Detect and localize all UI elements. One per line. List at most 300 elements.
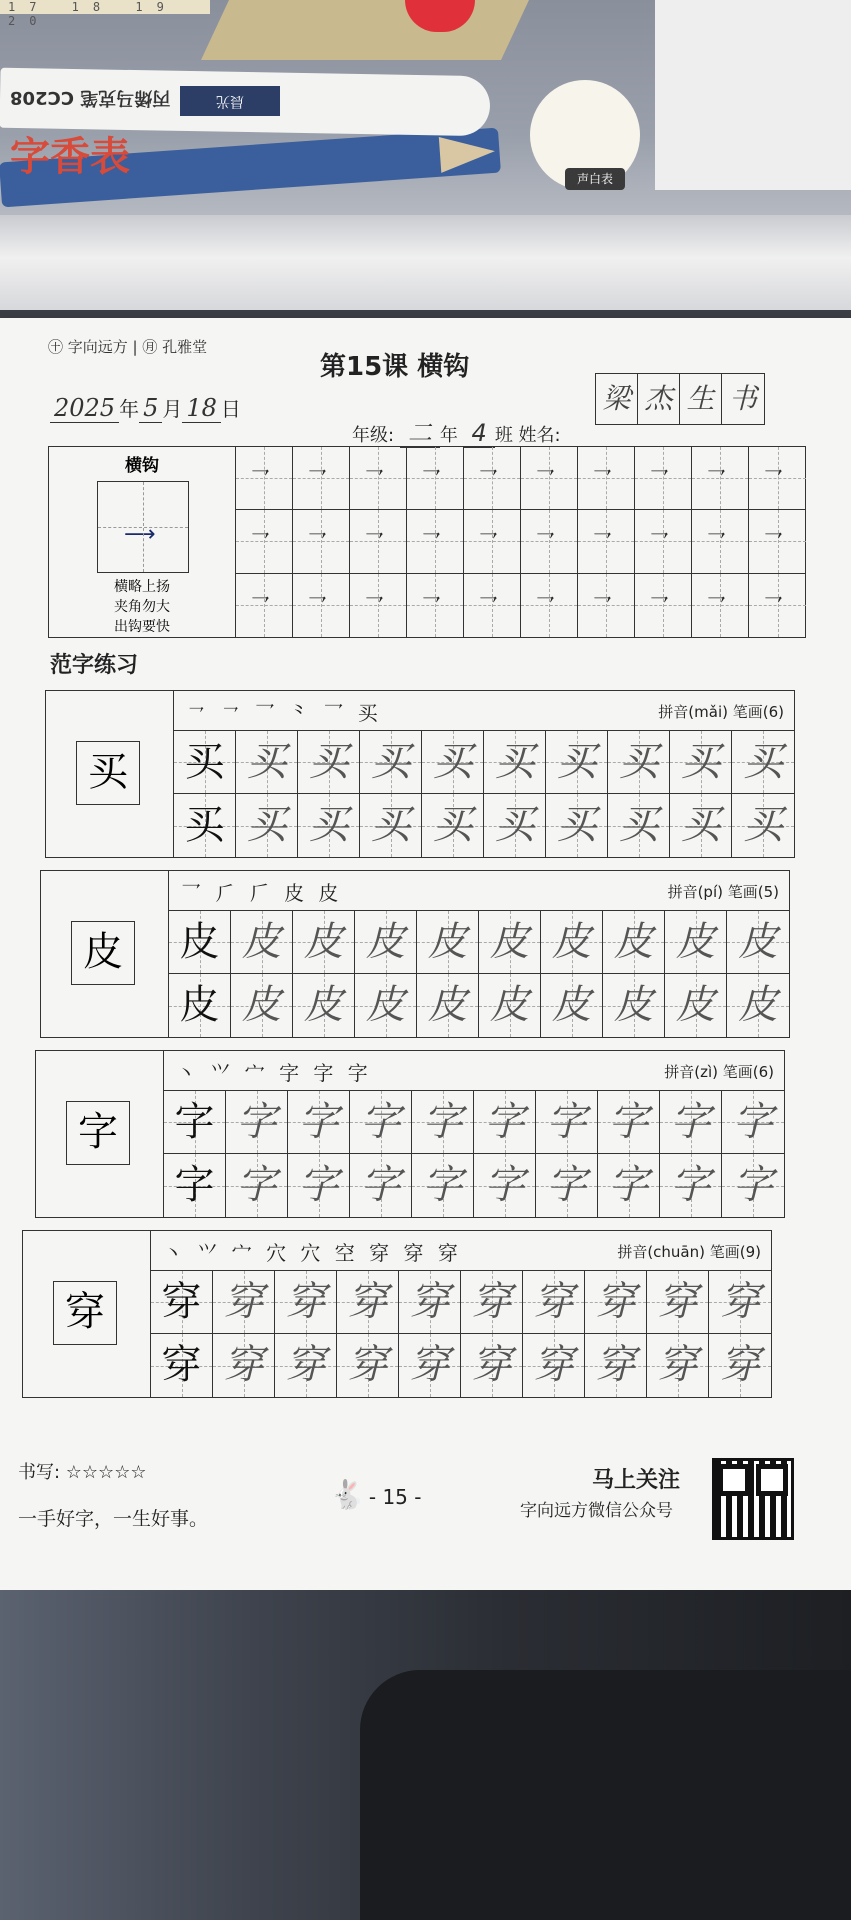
practice-cell (603, 974, 665, 1037)
practice-cell (660, 1154, 722, 1217)
marker-brand: 晨光 (180, 86, 280, 116)
stroke-glyph: ㇖ (362, 589, 386, 618)
stroke-cell (692, 447, 749, 510)
handwritten-glyph: 买 (556, 739, 597, 785)
stroke-order-row (169, 871, 789, 911)
handwritten-glyph: 穿 (223, 1342, 264, 1388)
handwritten-glyph: 穿 (595, 1279, 636, 1325)
practice-cell (484, 731, 546, 794)
practice-grid (151, 1271, 771, 1397)
desk-background (0, 0, 851, 225)
handwritten-glyph: 皮 (551, 919, 592, 965)
lesson-title: 第15课 横钩 (320, 352, 470, 382)
stroke-cell (635, 510, 692, 573)
stroke-glyph: ㇖ (476, 463, 500, 491)
practice-cell (598, 1154, 660, 1217)
stroke-cell (350, 510, 407, 573)
practice-cell (536, 1154, 598, 1217)
handwritten-glyph: 买 (432, 802, 473, 848)
character-block (22, 1230, 772, 1398)
stroke-cell (350, 447, 407, 510)
follow-subtitle: 字向远方微信公众号 (520, 1501, 673, 1521)
stroke-glyph: ㇖ (248, 589, 272, 618)
practice-cell (670, 731, 732, 794)
stroke-glyph: ㇖ (305, 589, 329, 618)
practice-cell (236, 731, 298, 794)
practice-cell (355, 974, 417, 1037)
stroke-cell (236, 574, 293, 637)
model-character: 皮 (71, 921, 135, 985)
handwritten-glyph: 字 (546, 1162, 587, 1208)
name-char: 生 (680, 374, 722, 424)
day-label: 日 (220, 397, 241, 421)
sticker-text: 字香表 (10, 134, 130, 180)
practice-cell (523, 1271, 585, 1334)
name-char: 梁 (596, 374, 638, 424)
practice-cell (422, 731, 484, 794)
stroke-glyph: ㇖ (362, 526, 386, 555)
model-cell (151, 1334, 213, 1397)
stroke-cell (521, 510, 578, 573)
handwritten-glyph: 字 (360, 1099, 401, 1145)
stroke-cell (521, 574, 578, 637)
name-char: 杰 (638, 374, 680, 424)
name-char: 书 (728, 382, 757, 415)
stroke-glyph: ㇖ (419, 463, 443, 491)
char-main (151, 1231, 771, 1397)
practice-cell (536, 1091, 598, 1154)
stroke-order: 丶 ⺍ 宀 穴 穴 空 穿 穿 穿 (163, 1241, 462, 1265)
model-cell (169, 974, 231, 1037)
practice-cell (546, 794, 608, 857)
model-glyph: 穿 (161, 1279, 202, 1325)
stroke-glyph: ㇖ (533, 463, 557, 491)
motto: 一手好字，一生好事。 (18, 1508, 209, 1530)
practice-cell (732, 794, 794, 857)
date-line (50, 393, 241, 422)
practice-cell (709, 1334, 771, 1397)
practice-cell (399, 1271, 461, 1334)
handwritten-glyph: 皮 (675, 919, 716, 965)
practice-grid (169, 911, 789, 1037)
model-character: 穿 (53, 1281, 117, 1345)
month-label: 月 (162, 397, 183, 421)
handwritten-glyph: 字 (608, 1162, 649, 1208)
handwritten-glyph: 穿 (285, 1279, 326, 1325)
handwritten-glyph: 买 (432, 739, 473, 785)
char-main (169, 871, 789, 1037)
stroke-cell (407, 447, 464, 510)
stroke-glyph: ㇖ (761, 463, 785, 491)
handwritten-glyph: 买 (618, 739, 659, 785)
stroke-cell (236, 447, 293, 510)
tip-line: 出钩要快 (114, 619, 170, 635)
eraser-label: 声白表 (565, 168, 625, 190)
stroke-tips (49, 577, 235, 637)
practice-cell (461, 1271, 523, 1334)
stroke-glyph: ㇖ (476, 526, 500, 555)
handwritten-glyph: 买 (680, 739, 721, 785)
handwritten-glyph: 穿 (409, 1342, 450, 1388)
stroke-glyph: ㇖ (704, 526, 728, 555)
rabbit-icon: 🐇 (330, 1478, 365, 1511)
handwritten-glyph: 字 (484, 1162, 525, 1208)
stroke-cell (407, 574, 464, 637)
stroke-cell (293, 447, 350, 510)
practice-cell (541, 911, 603, 974)
practice-cell (479, 974, 541, 1037)
practice-cell (665, 974, 727, 1037)
stroke-cell (635, 574, 692, 637)
stroke-glyph: ㇖ (704, 463, 728, 491)
handwritten-glyph: 字 (236, 1099, 277, 1145)
stroke-cell (350, 574, 407, 637)
handwritten-glyph: 穿 (223, 1279, 264, 1325)
stroke-glyph: ㇖ (647, 463, 671, 491)
handwritten-glyph: 穿 (471, 1279, 512, 1325)
practice-cell (722, 1154, 784, 1217)
practice-cell (709, 1271, 771, 1334)
handwritten-glyph: 穿 (347, 1342, 388, 1388)
page-number-text: - 15 - (368, 1485, 422, 1509)
dark-cloth (360, 1670, 851, 1920)
handwritten-glyph: 皮 (365, 919, 406, 965)
stroke-title: 横钩 (125, 456, 159, 476)
qr-code-icon[interactable] (712, 1458, 794, 1540)
pinyin-info: 拼音(chuān) 笔画(9) (617, 1243, 761, 1261)
practice-cell (603, 911, 665, 974)
char-side (23, 1231, 151, 1397)
handwritten-glyph: 皮 (241, 919, 282, 965)
grade-line (352, 413, 561, 448)
model-glyph: 买 (184, 739, 225, 785)
character-block (45, 690, 795, 858)
model-glyph: 买 (184, 802, 225, 848)
practice-cell (546, 731, 608, 794)
handwritten-glyph: 字 (733, 1162, 773, 1208)
char-side (36, 1051, 164, 1217)
handwritten-glyph: 皮 (427, 982, 468, 1028)
char-main (164, 1051, 784, 1217)
handwritten-glyph: 字 (360, 1162, 401, 1208)
stroke-order: ㇖ ㇖ 乛 ⺀ 乛 买 (186, 701, 382, 725)
handwritten-glyph: 字 (298, 1099, 339, 1145)
practice-cell (355, 911, 417, 974)
practice-cell (598, 1091, 660, 1154)
handwritten-glyph: 皮 (551, 982, 592, 1028)
stroke-cell (521, 447, 578, 510)
handwritten-glyph: 皮 (738, 982, 778, 1028)
stroke-glyph: ㇖ (533, 526, 557, 555)
marker-label: 丙烯马克笔 CC208 (10, 87, 171, 108)
practice-cell (412, 1091, 474, 1154)
handwritten-glyph: 皮 (427, 919, 468, 965)
handwritten-glyph: 皮 (738, 919, 778, 965)
stroke-cell (236, 510, 293, 573)
handwritten-glyph: 皮 (489, 919, 530, 965)
handwritten-glyph: 买 (370, 802, 411, 848)
practice-cell (608, 731, 670, 794)
year-word: 年 (439, 425, 458, 446)
handwritten-glyph: 字 (608, 1099, 649, 1145)
stroke-cell (464, 447, 521, 510)
char-side (41, 871, 169, 1037)
practice-grid (174, 731, 794, 857)
year-label: 年 (119, 397, 140, 421)
handwritten-glyph: 字 (484, 1099, 525, 1145)
handwritten-glyph: 穿 (657, 1342, 698, 1388)
stroke-order: 丶 ⺍ 宀 字 字 字 (176, 1061, 372, 1085)
handwritten-glyph: 穿 (720, 1279, 760, 1325)
stroke-glyph: ㇖ (476, 589, 500, 618)
handwritten-glyph: 字 (670, 1099, 711, 1145)
handwritten-glyph: 买 (743, 802, 783, 848)
practice-cell (479, 911, 541, 974)
page-number (330, 1478, 421, 1511)
handwritten-glyph: 皮 (675, 982, 716, 1028)
handwritten-glyph: 字 (236, 1162, 277, 1208)
white-box (655, 0, 851, 190)
practice-cell (484, 794, 546, 857)
arrow-icon: ⟶ (124, 522, 156, 547)
practice-cell (665, 911, 727, 974)
stroke-glyph: ㇖ (419, 589, 443, 618)
stroke-glyph: ㇖ (362, 463, 386, 491)
stroke-info (49, 447, 236, 637)
practice-cell (360, 794, 422, 857)
handwritten-glyph: 皮 (365, 982, 406, 1028)
practice-cell (293, 911, 355, 974)
practice-cell (226, 1091, 288, 1154)
model-cell (164, 1154, 226, 1217)
handwritten-glyph: 穿 (657, 1279, 698, 1325)
practice-cell (350, 1091, 412, 1154)
stroke-cell (578, 574, 635, 637)
handwritten-glyph: 买 (556, 802, 597, 848)
stroke-glyph: ㇖ (590, 526, 614, 555)
stroke-glyph: ㇖ (704, 589, 728, 618)
practice-cell (236, 794, 298, 857)
handwritten-glyph: 穿 (285, 1342, 326, 1388)
pinyin-info: 拼音(zì) 笔画(6) (664, 1063, 774, 1081)
handwritten-glyph: 买 (494, 802, 535, 848)
section-title: 范字练习 (50, 653, 139, 678)
practice-cell (275, 1271, 337, 1334)
handwritten-glyph: 买 (308, 802, 349, 848)
handwritten-glyph: 皮 (613, 919, 654, 965)
handwritten-glyph: 买 (494, 739, 535, 785)
practice-cell (417, 974, 479, 1037)
handwritten-glyph: 字 (422, 1162, 463, 1208)
pinyin-info: 拼音(mǎi) 笔画(6) (658, 703, 784, 721)
practice-cell (337, 1271, 399, 1334)
stroke-cell (578, 510, 635, 573)
worksheet (0, 318, 851, 1593)
stroke-practice-block (48, 446, 806, 638)
stroke-glyph: ㇖ (590, 463, 614, 491)
model-glyph: 字 (174, 1162, 215, 1208)
practice-cell (474, 1091, 536, 1154)
handwritten-glyph: 皮 (303, 919, 344, 965)
stroke-glyph: ㇖ (248, 526, 272, 555)
stroke-glyph: ㇖ (647, 589, 671, 618)
grade-label: 年级: (352, 425, 395, 446)
stroke-cell (293, 510, 350, 573)
handwritten-glyph: 买 (618, 802, 659, 848)
handwritten-glyph: 穿 (533, 1279, 574, 1325)
practice-cell (399, 1334, 461, 1397)
practice-cell (727, 974, 789, 1037)
model-cell (174, 731, 236, 794)
day-value: 18 (182, 394, 221, 423)
stroke-cell (692, 574, 749, 637)
stroke-glyph: ㇖ (761, 589, 785, 618)
stroke-glyph: ㇖ (533, 589, 557, 618)
practice-cell (226, 1154, 288, 1217)
stroke-order-row (164, 1051, 784, 1091)
practice-cell (474, 1154, 536, 1217)
handwritten-glyph: 买 (246, 802, 287, 848)
model-cell (164, 1091, 226, 1154)
handwritten-glyph: 字 (670, 1162, 711, 1208)
model-glyph: 穿 (161, 1342, 202, 1388)
handwritten-glyph: 穿 (595, 1342, 636, 1388)
handwritten-glyph: 买 (743, 739, 783, 785)
stroke-glyph: ㇖ (419, 526, 443, 555)
practice-cell (585, 1334, 647, 1397)
practice-cell (647, 1271, 709, 1334)
practice-cell (412, 1154, 474, 1217)
handwritten-glyph: 皮 (489, 982, 530, 1028)
stroke-cell (749, 574, 806, 637)
practice-cell (670, 794, 732, 857)
handwritten-glyph: 穿 (533, 1342, 574, 1388)
stroke-order-row (151, 1231, 771, 1271)
stroke-cell (749, 510, 806, 573)
practice-cell (288, 1154, 350, 1217)
practice-cell (275, 1334, 337, 1397)
tip-line: 夹角勿大 (114, 599, 170, 615)
handwritten-glyph: 字 (733, 1099, 773, 1145)
stroke-diagram (97, 481, 189, 573)
model-character: 买 (76, 741, 140, 805)
handwritten-glyph: 买 (680, 802, 721, 848)
stroke-cell (635, 447, 692, 510)
name-boxes (595, 373, 765, 425)
class-name-label: 班 姓名: (494, 425, 561, 446)
practice-cell (288, 1091, 350, 1154)
practice-cell (461, 1334, 523, 1397)
stroke-glyph: ㇖ (761, 526, 785, 555)
practice-cell (360, 731, 422, 794)
tip-line: 横略上扬 (114, 579, 170, 595)
practice-cell (541, 974, 603, 1037)
char-side (46, 691, 174, 857)
rating: 书写: ☆☆☆☆☆ (18, 1462, 147, 1483)
stroke-cell (407, 510, 464, 573)
handwritten-glyph: 穿 (409, 1279, 450, 1325)
follow-title: 马上关注 (592, 1468, 681, 1493)
practice-cell (231, 974, 293, 1037)
handwritten-glyph: 穿 (347, 1279, 388, 1325)
practice-cell (298, 731, 360, 794)
handwritten-glyph: 字 (546, 1099, 587, 1145)
class-value: 4 (464, 419, 495, 448)
practice-cell (732, 731, 794, 794)
stroke-cell (749, 447, 806, 510)
handwritten-glyph: 买 (370, 739, 411, 785)
stroke-glyph: ㇖ (590, 589, 614, 618)
handwritten-glyph: 买 (246, 739, 287, 785)
practice-cell (417, 911, 479, 974)
character-block (40, 870, 790, 1038)
char-main (174, 691, 794, 857)
stroke-glyph: ㇖ (647, 526, 671, 555)
model-character: 字 (66, 1101, 130, 1165)
practice-cell (350, 1154, 412, 1217)
handwritten-glyph: 穿 (720, 1342, 760, 1388)
practice-cell (727, 911, 789, 974)
practice-grid (164, 1091, 784, 1217)
stroke-glyph: ㇖ (305, 463, 329, 491)
stroke-grid (236, 447, 806, 637)
handwritten-glyph: 皮 (241, 982, 282, 1028)
stroke-cell (578, 447, 635, 510)
handwritten-glyph: 皮 (303, 982, 344, 1028)
character-block (35, 1050, 785, 1218)
handwritten-glyph: 字 (298, 1162, 339, 1208)
practice-cell (523, 1334, 585, 1397)
practice-cell (722, 1091, 784, 1154)
handwritten-glyph: 字 (422, 1099, 463, 1145)
model-glyph: 字 (174, 1099, 215, 1145)
practice-cell (213, 1271, 275, 1334)
model-glyph: 皮 (179, 919, 220, 965)
pencil-tip (439, 133, 496, 173)
practice-cell (647, 1334, 709, 1397)
lower-background (0, 1590, 851, 1920)
model-cell (169, 911, 231, 974)
model-cell (151, 1271, 213, 1334)
handwritten-glyph: 穿 (471, 1342, 512, 1388)
practice-cell (213, 1334, 275, 1397)
grade-value: 二 (400, 419, 440, 448)
handwritten-glyph: 买 (308, 739, 349, 785)
stroke-cell (692, 510, 749, 573)
stroke-cell (464, 574, 521, 637)
practice-cell (608, 794, 670, 857)
stroke-glyph: ㇖ (305, 526, 329, 555)
practice-cell (231, 911, 293, 974)
stroke-order: 乛 ⺁ 𠂆 皮 皮 (181, 881, 343, 905)
brand-header: ㊉ 字向远方 | ㊊ 孔雅堂 (48, 338, 208, 356)
year-value: 2025 (50, 394, 119, 423)
practice-cell (660, 1091, 722, 1154)
practice-cell (585, 1271, 647, 1334)
paper-roll (0, 215, 851, 310)
stroke-order-row (174, 691, 794, 731)
month-value: 5 (139, 394, 162, 423)
ruler: 17 18 19 20 (0, 0, 210, 14)
stroke-cell (464, 510, 521, 573)
stroke-glyph: ㇖ (248, 463, 272, 491)
stroke-cell (293, 574, 350, 637)
model-cell (174, 794, 236, 857)
model-glyph: 皮 (179, 982, 220, 1028)
wooden-block (201, 0, 529, 60)
practice-cell (293, 974, 355, 1037)
practice-cell (298, 794, 360, 857)
